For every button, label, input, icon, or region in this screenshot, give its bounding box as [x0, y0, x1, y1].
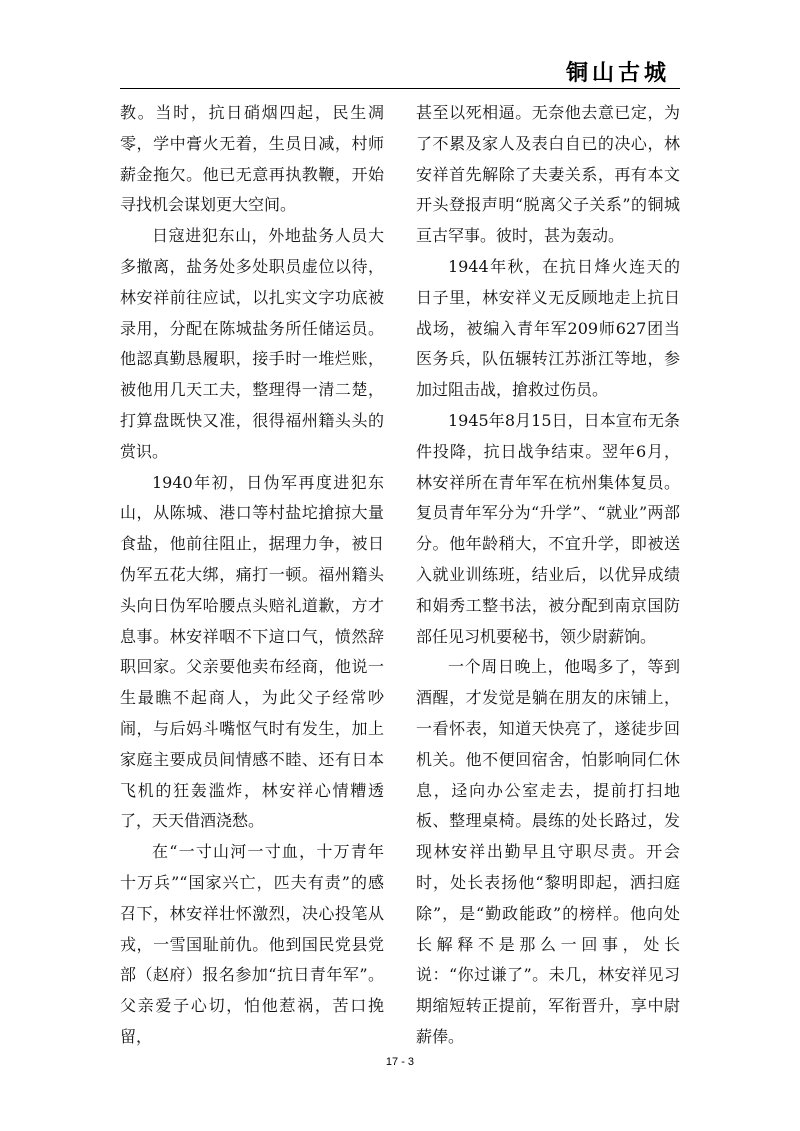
- paragraph: 甚至以死相逼。无奈他去意已定，为了不累及家人及表白自已的决心，林安祥首先解除了夫妻关系，再有本文开头登报声明“脱离父子关系”的铜城亘古罕事。彼时，甚为轰动。: [416, 103, 680, 246]
- paragraph: 1940年初，日伪军再度进犯东山，从陈城、港口等村盐坨搶掠大量食盐，他前往阻止，据理力争，被日伪军五花大绑，痛打一顿。福州籍头头向日伪军哈腰点头赔礼道歉，方才息事。林安祥咽不下這口气，愤然辞职回家。父亲要他卖布经商，他说一生最瞧不起商人，为此父子经常吵闹，与后妈斗嘴怄气时有发生，加上家庭主要成员间情感不睦、还有日本飞机的狂轰滥炸，林安祥心情糟透了，天天借酒浇愁。: [120, 472, 384, 831]
- paragraph: 1944年秋，在抗日烽火连天的日子里，林安祥义无反顾地走上抗日战场，被编入青年军209师627团当医务兵，队伍辗转江苏浙江等地，参加过阻击战，搶救过伤员。: [416, 256, 680, 400]
- right-text-column: [416, 98, 680, 1053]
- paragraph: 教。当时，抗日硝烟四起，民生凋零，学中膏火无着，生员日减，村师薪金拖欠。他已无意再执教鞭，开始寻找机会谋划更大空间。: [120, 103, 384, 215]
- paragraph: 日寇进犯东山，外地盐务人员大多撤离，盐务处多处职员虚位以待，林安祥前往应试，以扎实文字功底被录用，分配在陈城盐务所任储运员。他認真勤恳履职，接手时一堆烂账，被他用几天工夫，整理得一清二楚，打算盘既快又准，很得福州籍头头的赏识。: [120, 226, 384, 461]
- header-divider: [120, 88, 680, 89]
- left-text-column: [120, 98, 384, 1053]
- paragraph: 一个周日晚上，他喝多了，等到酒醒，才发觉是躺在朋友的床铺上，一看怀表，知道天快亮了，遂徒步回机关。他不便回宿舍，怕影响同仁休息，迳向办公室走去，提前打扫地板、整理桌椅。晨练的处长路过，发现林安祥出勤早且守职尽责。开会时，处长表扬他“黎明即起，洒扫庭除”，是“勤政能政”的榜样。他向处长解释不是那么一回事，处长说：“你过谦了”。未几，林安祥见习期缩短转正提前，军衔晋升，享中尉薪俸。: [416, 657, 680, 1046]
- paragraph: 在“一寸山河一寸血，十万青年十万兵”“国家兴亡，匹夫有责”的感召下，林安祥壮怀激烈，决心投笔从戎，一雪国耻前仇。他到国民党县党部（赵府）报名参加“抗日青年军”。父亲爱子心切，怕他惹祸，苦口挽留，: [120, 842, 384, 1046]
- page-number: 17 - 3: [385, 1056, 415, 1068]
- page-header-title: 铜山古城: [565, 60, 670, 86]
- paragraph: 1945年8月15日，日本宣布无条件投降，抗日战争结束。翌年6月，林安祥所在青年军在杭州集体复员。复员青年军分为“升学”、“就业”两部分。他年龄稍大，不宜升学，即被送入就业训练班，结业后，以优异成绩和娟秀工整书法，被分配到南京国防部任见习机要秘书，领少尉薪饷。: [416, 410, 680, 646]
